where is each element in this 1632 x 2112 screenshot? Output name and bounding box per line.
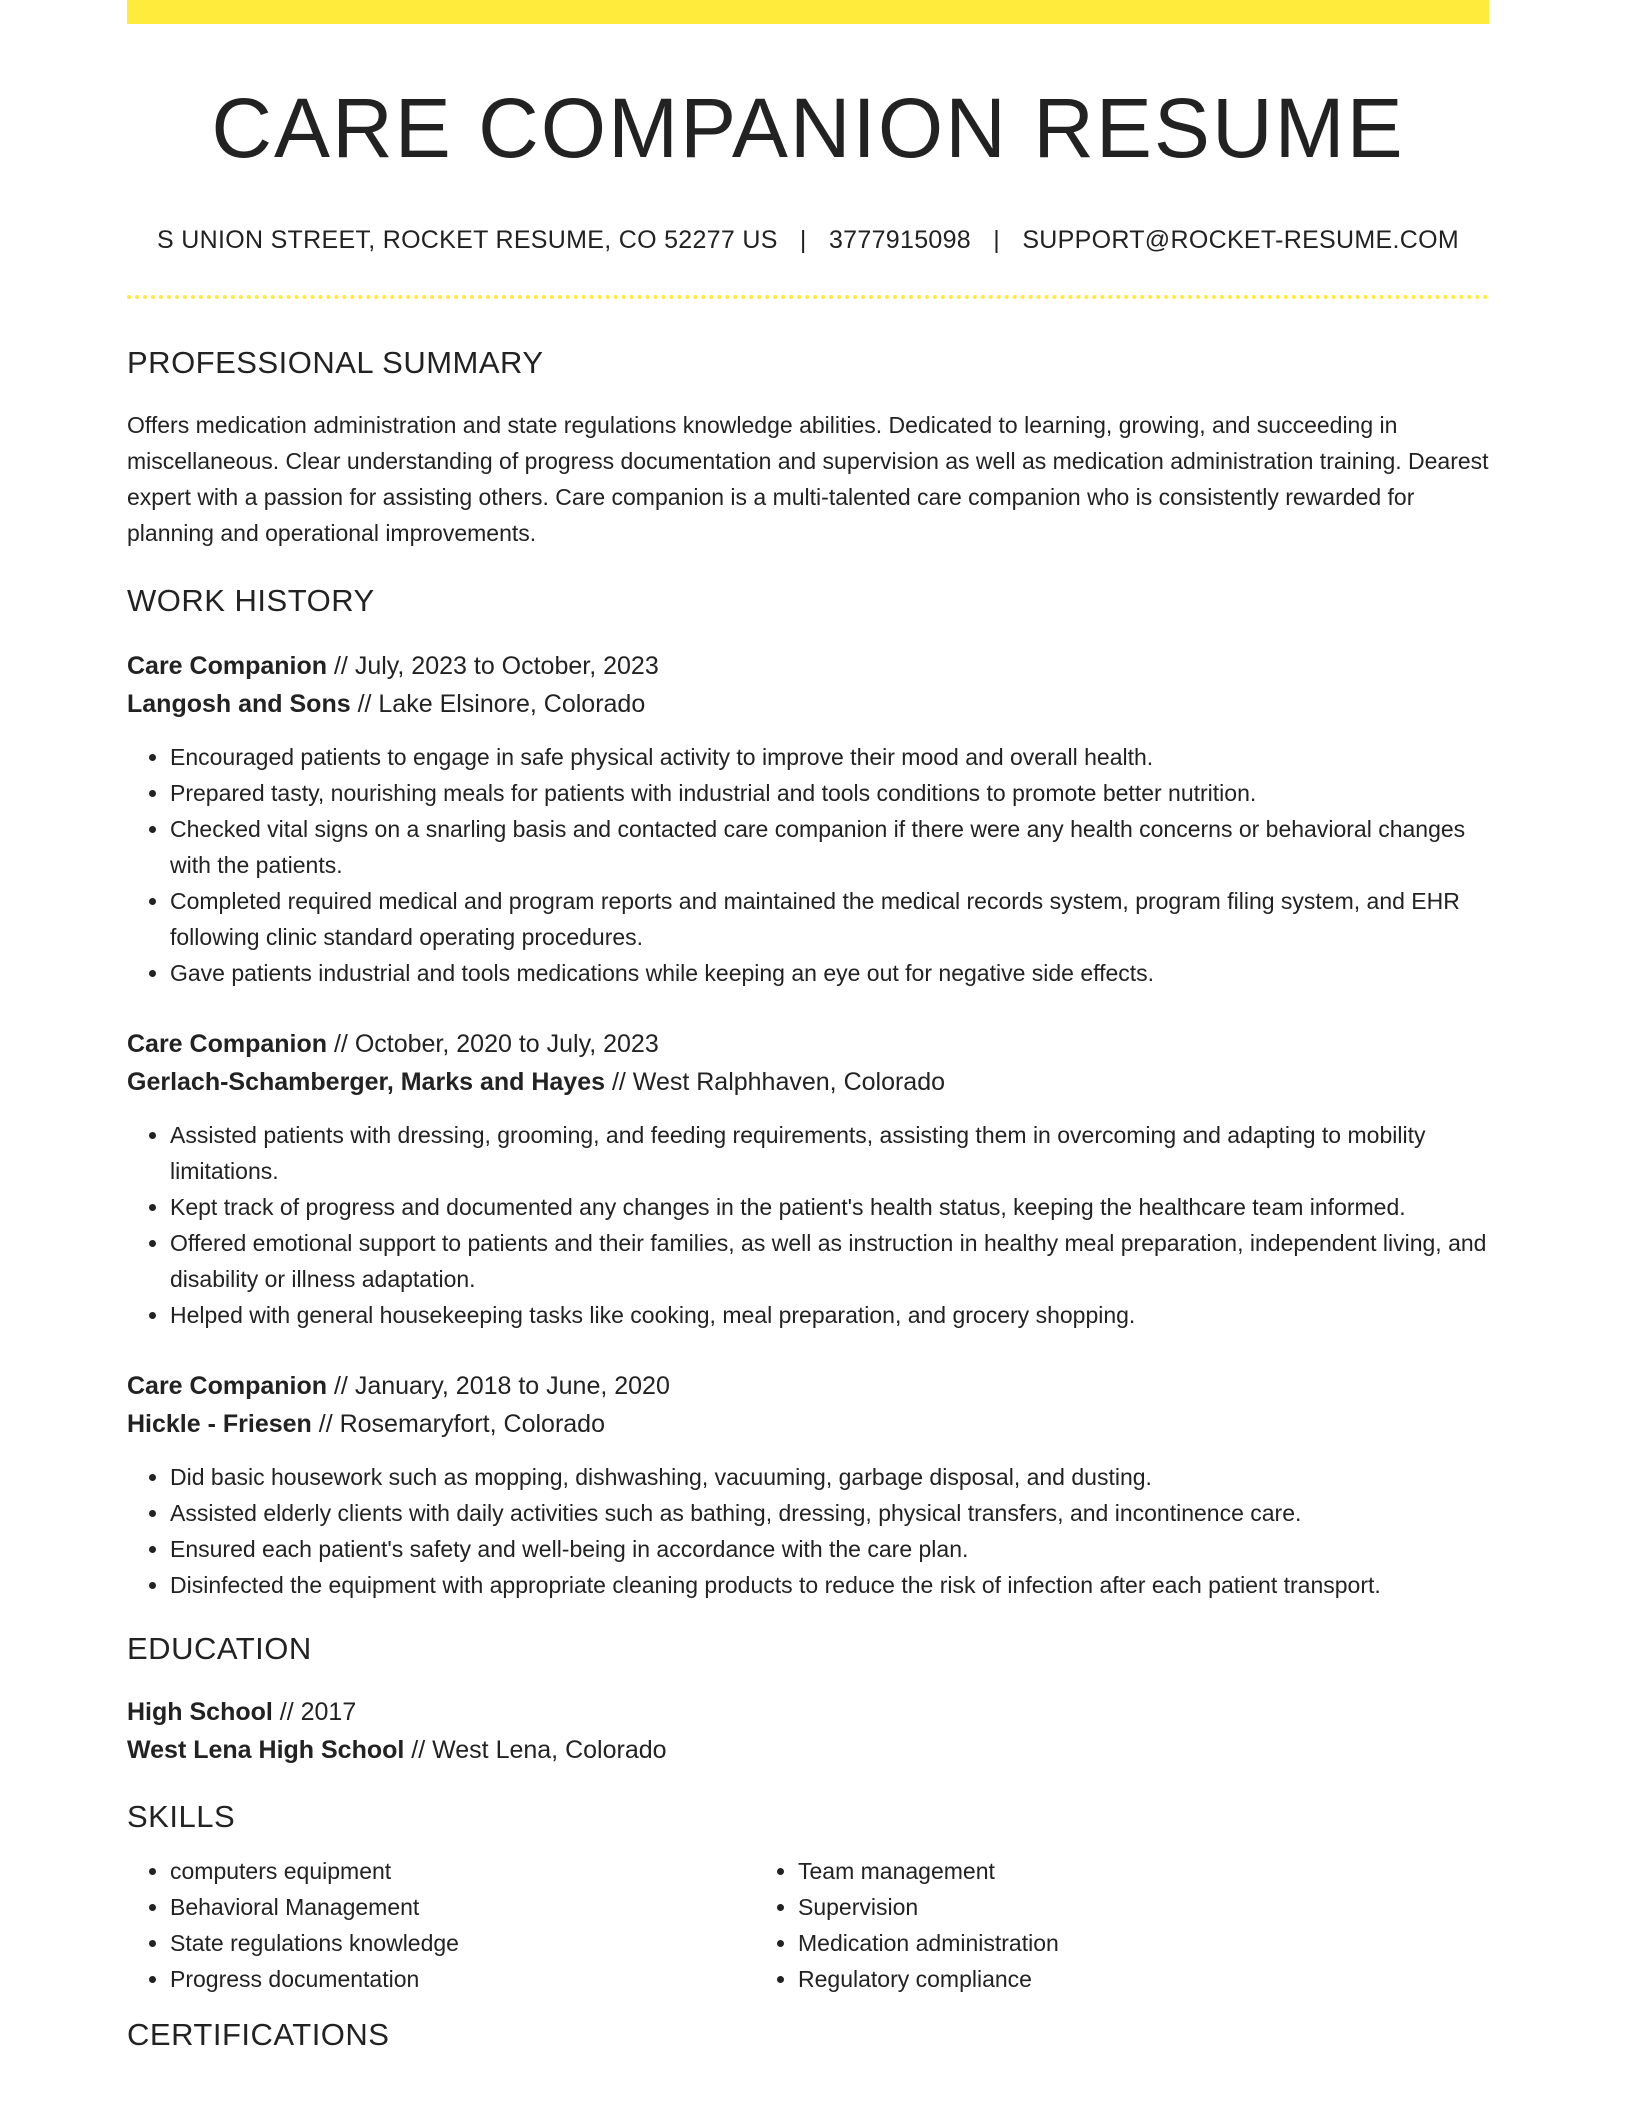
job-company-line — [127, 685, 1489, 723]
job-bullet: • Ensured each patient's safety and well-being in accordance with the care plan. — [170, 1531, 1489, 1567]
resume-page — [127, 0, 1489, 2053]
job-role-line — [127, 1025, 1489, 1063]
job-company: Gerlach-Schamberger, Marks and Hayes — [127, 1068, 606, 1097]
resume-title: CARE COMPANION RESUME — [211, 81, 1405, 175]
education-degree-line — [127, 1693, 1489, 1731]
job-bullet: • Gave patients industrial and tools medications while keeping an eye out for negative side effects. — [170, 955, 1489, 991]
education-year: // 2017 — [272, 1698, 357, 1727]
job-bullets — [127, 1459, 1489, 1603]
summary-heading: PROFESSIONAL SUMMARY — [127, 345, 544, 381]
contact-email[interactable]: SUPPORT@ROCKET-RESUME.COM — [1022, 226, 1459, 255]
job-bullets — [127, 739, 1489, 991]
summary-text: Offers medication administration and state regulations knowledge abilities. Dedicated to learning, growing, and succeeding in miscellaneous. Clear understanding of progress documentation and supervision as well as medication administration training. Dearest expert with a passion for assisting others. Care companion is a multi-talented care companion who is consistently rewarded for planning and operational improvements. — [127, 412, 1489, 547]
certifications-heading: CERTIFICATIONS — [127, 2017, 390, 2053]
job-location: // West Ralphhaven, Colorado — [605, 1068, 946, 1097]
job-bullet: • Prepared tasty, nourishing meals for patients with industrial and tools conditions to promote better nutrition. — [170, 775, 1489, 811]
skill-item: • Behavioral Management — [170, 1889, 755, 1925]
job-entry — [127, 647, 1489, 991]
job-role: Care Companion — [127, 652, 328, 681]
job-dates: // January, 2018 to June, 2020 — [327, 1372, 670, 1401]
skill-item: • Supervision — [798, 1889, 1383, 1925]
job-company-line — [127, 1063, 1489, 1101]
contact-separator: | — [799, 226, 807, 255]
education-school: West Lena High School — [127, 1736, 405, 1765]
skills-column-right — [755, 1853, 1383, 1997]
job-bullet: • Did basic housework such as mopping, dishwashing, vacuuming, garbage disposal, and dusting. — [170, 1459, 1489, 1495]
skill-item: • State regulations knowledge — [170, 1925, 755, 1961]
job-company-line — [127, 1405, 1489, 1443]
education-entry — [127, 1693, 1489, 1769]
contact-phone[interactable]: 3777915098 — [828, 226, 972, 255]
skill-item: • Medication administration — [798, 1925, 1383, 1961]
skill-item: • Regulatory compliance — [798, 1961, 1383, 1997]
job-role: Care Companion — [127, 1372, 328, 1401]
skill-item: • computers equipment — [170, 1853, 755, 1889]
job-dates: // July, 2023 to October, 2023 — [327, 652, 659, 681]
education-school-line — [127, 1731, 1489, 1769]
skill-item: • Progress documentation — [170, 1961, 755, 1997]
job-company: Langosh and Sons — [127, 690, 351, 719]
job-bullet: • Assisted elderly clients with daily activities such as bathing, dressing, physical transfers, and incontinence care. — [170, 1495, 1489, 1531]
job-bullet: • Assisted patients with dressing, grooming, and feeding requirements, assisting them in overcoming and adapting to mobility limitations. — [170, 1117, 1489, 1189]
dotted-divider — [127, 295, 1489, 299]
job-bullet: • Kept track of progress and documented any changes in the patient's health status, keeping the healthcare team informed. — [170, 1189, 1489, 1225]
job-bullet: • Completed required medical and program reports and maintained the medical records system, program filing system, and EHR following clinic standard operating procedures. — [170, 883, 1489, 955]
job-role-line — [127, 1367, 1489, 1405]
education-degree: High School — [127, 1698, 273, 1727]
job-dates: // October, 2020 to July, 2023 — [327, 1030, 659, 1059]
skill-item: • Team management — [798, 1853, 1383, 1889]
job-entry — [127, 1367, 1489, 1603]
education-location: // West Lena, Colorado — [404, 1736, 667, 1765]
skills-grid — [127, 1853, 1489, 1997]
job-location: // Lake Elsinore, Colorado — [350, 690, 646, 719]
job-role: Care Companion — [127, 1030, 328, 1059]
job-bullet: • Offered emotional support to patients and their families, as well as instruction in healthy meal preparation, independent living, and disability or illness adaptation. — [170, 1225, 1489, 1297]
contact-line — [127, 226, 1489, 255]
job-location: // Rosemaryfort, Colorado — [311, 1410, 605, 1439]
job-entry — [127, 1025, 1489, 1333]
education-heading: EDUCATION — [127, 1631, 312, 1667]
job-role-line — [127, 647, 1489, 685]
job-bullets — [127, 1117, 1489, 1333]
accent-top-bar — [127, 0, 1489, 24]
job-bullet: • Checked vital signs on a snarling basis and contacted care companion if there were any health concerns or behavioral changes with the patients. — [170, 811, 1489, 883]
work-history-heading: WORK HISTORY — [127, 583, 375, 619]
job-bullet: • Disinfected the equipment with appropriate cleaning products to reduce the risk of infection after each patient transport. — [170, 1567, 1489, 1603]
job-bullet: • Encouraged patients to engage in safe physical activity to improve their mood and overall health. — [170, 739, 1489, 775]
job-company: Hickle - Friesen — [127, 1410, 312, 1439]
contact-separator: | — [993, 226, 1001, 255]
skills-column-left — [127, 1853, 755, 1997]
contact-address: S UNION STREET, ROCKET RESUME, CO 52277 US — [157, 226, 778, 255]
job-bullet: • Helped with general housekeeping tasks like cooking, meal preparation, and grocery shopping. — [170, 1297, 1489, 1333]
skills-heading: SKILLS — [127, 1799, 236, 1835]
